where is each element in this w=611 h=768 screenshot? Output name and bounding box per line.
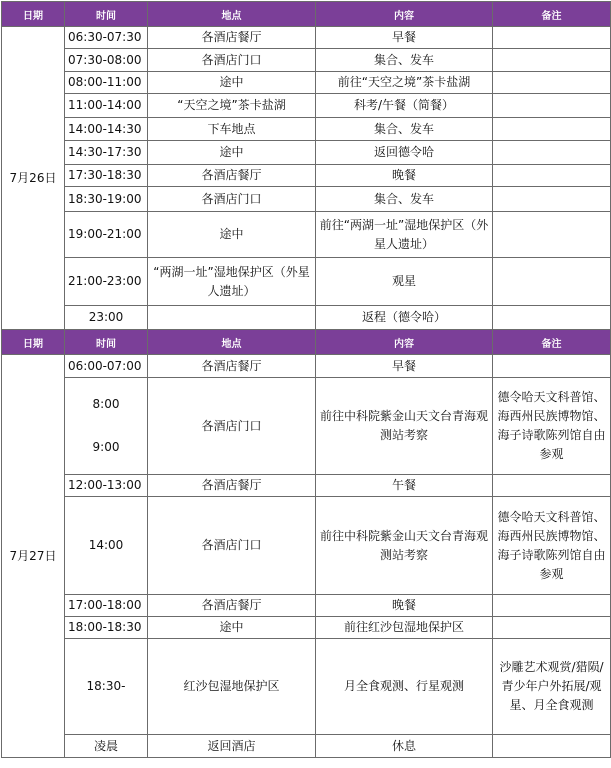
header-time: 时间 bbox=[65, 2, 148, 27]
content-cell: 早餐 bbox=[316, 27, 493, 49]
note-cell bbox=[493, 187, 611, 212]
schedule-row bbox=[2, 212, 611, 258]
time-cell: 07:30-08:00 bbox=[65, 49, 148, 72]
note-cell bbox=[493, 595, 611, 617]
schedule-row bbox=[2, 118, 611, 141]
place-cell: 各酒店门口 bbox=[148, 497, 316, 595]
time-line: 9:00 bbox=[92, 440, 120, 454]
note-cell bbox=[493, 258, 611, 306]
note-cell bbox=[493, 165, 611, 187]
time-cell: 11:00-14:00 bbox=[65, 94, 148, 118]
time-cell: 06:00-07:00 bbox=[65, 355, 148, 378]
content-cell: 集合、发车 bbox=[316, 118, 493, 141]
header-time: 时间 bbox=[65, 330, 148, 355]
content-cell: 前往“天空之境”茶卡盐湖 bbox=[316, 72, 493, 94]
time-cell: 17:00-18:00 bbox=[65, 595, 148, 617]
place-cell: 各酒店餐厅 bbox=[148, 165, 316, 187]
content-cell: 集合、发车 bbox=[316, 187, 493, 212]
place-cell: 下车地点 bbox=[148, 118, 316, 141]
header-note: 备注 bbox=[493, 2, 611, 27]
place-cell: 各酒店门口 bbox=[148, 378, 316, 475]
schedule-row bbox=[2, 49, 611, 72]
note-cell bbox=[493, 94, 611, 118]
content-cell: 返程（德令哈） bbox=[316, 306, 493, 330]
schedule-row bbox=[2, 355, 611, 378]
place-cell: “两湖一址”湿地保护区（外星人遗址） bbox=[148, 258, 316, 306]
content-cell: 晚餐 bbox=[316, 595, 493, 617]
content-cell: 休息 bbox=[316, 735, 493, 758]
note-cell bbox=[493, 306, 611, 330]
content-cell: 早餐 bbox=[316, 355, 493, 378]
time-cell: 14:30-17:30 bbox=[65, 141, 148, 165]
note-cell bbox=[493, 355, 611, 378]
schedule-row bbox=[2, 617, 611, 639]
schedule-row bbox=[2, 639, 611, 735]
note-cell bbox=[493, 118, 611, 141]
time-cell: 23:00 bbox=[65, 306, 148, 330]
content-cell: 前往中科院紫金山天文台青海观测站考察 bbox=[316, 497, 493, 595]
time-cell: 14:00 bbox=[65, 497, 148, 595]
note-cell bbox=[493, 617, 611, 639]
place-cell: 各酒店餐厅 bbox=[148, 595, 316, 617]
place-cell bbox=[148, 306, 316, 330]
content-cell: 前往红沙包湿地保护区 bbox=[316, 617, 493, 639]
note-cell bbox=[493, 27, 611, 49]
place-cell: 途中 bbox=[148, 212, 316, 258]
time-cell: 14:00-14:30 bbox=[65, 118, 148, 141]
time-cell: 18:30- bbox=[65, 639, 148, 735]
place-cell: 红沙包湿地保护区 bbox=[148, 639, 316, 735]
note-cell: 沙雕艺术观赏/猎陨/青少年户外拓展/观星、月全食观测 bbox=[493, 639, 611, 735]
time-cell: 17:30-18:30 bbox=[65, 165, 148, 187]
content-cell: 集合、发车 bbox=[316, 49, 493, 72]
note-cell bbox=[493, 72, 611, 94]
schedule-row bbox=[2, 141, 611, 165]
date-cell: 7月27日 bbox=[2, 355, 65, 758]
note-cell bbox=[493, 475, 611, 497]
content-cell: 午餐 bbox=[316, 475, 493, 497]
place-cell: 途中 bbox=[148, 141, 316, 165]
time-cell: 凌晨 bbox=[65, 735, 148, 758]
header-place: 地点 bbox=[148, 330, 316, 355]
schedule-body bbox=[2, 2, 611, 758]
note-cell bbox=[493, 212, 611, 258]
schedule-row bbox=[2, 306, 611, 330]
time-cell: 19:00-21:00 bbox=[65, 212, 148, 258]
header-content: 内容 bbox=[316, 2, 493, 27]
header-row bbox=[2, 2, 611, 27]
schedule-row bbox=[2, 735, 611, 758]
note-cell bbox=[493, 141, 611, 165]
note-cell bbox=[493, 49, 611, 72]
header-date: 日期 bbox=[2, 330, 65, 355]
schedule-row bbox=[2, 165, 611, 187]
content-cell: 返回德令哈 bbox=[316, 141, 493, 165]
place-cell: 返回酒店 bbox=[148, 735, 316, 758]
schedule-row bbox=[2, 595, 611, 617]
header-row bbox=[2, 330, 611, 355]
time-cell: 06:30-07:30 bbox=[65, 27, 148, 49]
content-cell: 前往中科院紫金山天文台青海观测站考察 bbox=[316, 378, 493, 475]
note-cell: 德令哈天文科普馆、海西州民族博物馆、海子诗歌陈列馆自由参观 bbox=[493, 378, 611, 475]
schedule-row bbox=[2, 94, 611, 118]
time-cell: 18:30-19:00 bbox=[65, 187, 148, 212]
schedule-row bbox=[2, 475, 611, 497]
time-line: 8:00 bbox=[92, 397, 120, 411]
note-cell bbox=[493, 735, 611, 758]
schedule-row bbox=[2, 258, 611, 306]
place-cell: 各酒店餐厅 bbox=[148, 475, 316, 497]
schedule-row bbox=[2, 378, 611, 475]
content-cell: 晚餐 bbox=[316, 165, 493, 187]
header-content: 内容 bbox=[316, 330, 493, 355]
schedule-table bbox=[1, 1, 611, 758]
content-cell: 观星 bbox=[316, 258, 493, 306]
place-cell: 各酒店餐厅 bbox=[148, 355, 316, 378]
schedule-row bbox=[2, 72, 611, 94]
header-place: 地点 bbox=[148, 2, 316, 27]
time-cell bbox=[65, 378, 148, 475]
time-cell: 21:00-23:00 bbox=[65, 258, 148, 306]
time-cell: 18:00-18:30 bbox=[65, 617, 148, 639]
place-cell: 各酒店门口 bbox=[148, 49, 316, 72]
place-cell: 途中 bbox=[148, 72, 316, 94]
schedule-row bbox=[2, 27, 611, 49]
schedule-row bbox=[2, 187, 611, 212]
header-note: 备注 bbox=[493, 330, 611, 355]
content-cell: 科考/午餐（简餐） bbox=[316, 94, 493, 118]
schedule-row bbox=[2, 497, 611, 595]
place-cell: 各酒店餐厅 bbox=[148, 27, 316, 49]
place-cell: “天空之境”茶卡盐湖 bbox=[148, 94, 316, 118]
place-cell: 途中 bbox=[148, 617, 316, 639]
header-date: 日期 bbox=[2, 2, 65, 27]
time-cell: 08:00-11:00 bbox=[65, 72, 148, 94]
date-cell: 7月26日 bbox=[2, 27, 65, 330]
place-cell: 各酒店门口 bbox=[148, 187, 316, 212]
note-cell: 德令哈天文科普馆、海西州民族博物馆、海子诗歌陈列馆自由参观 bbox=[493, 497, 611, 595]
content-cell: 月全食观测、行星观测 bbox=[316, 639, 493, 735]
content-cell: 前往“两湖一址”湿地保护区（外星人遗址） bbox=[316, 212, 493, 258]
time-cell: 12:00-13:00 bbox=[65, 475, 148, 497]
